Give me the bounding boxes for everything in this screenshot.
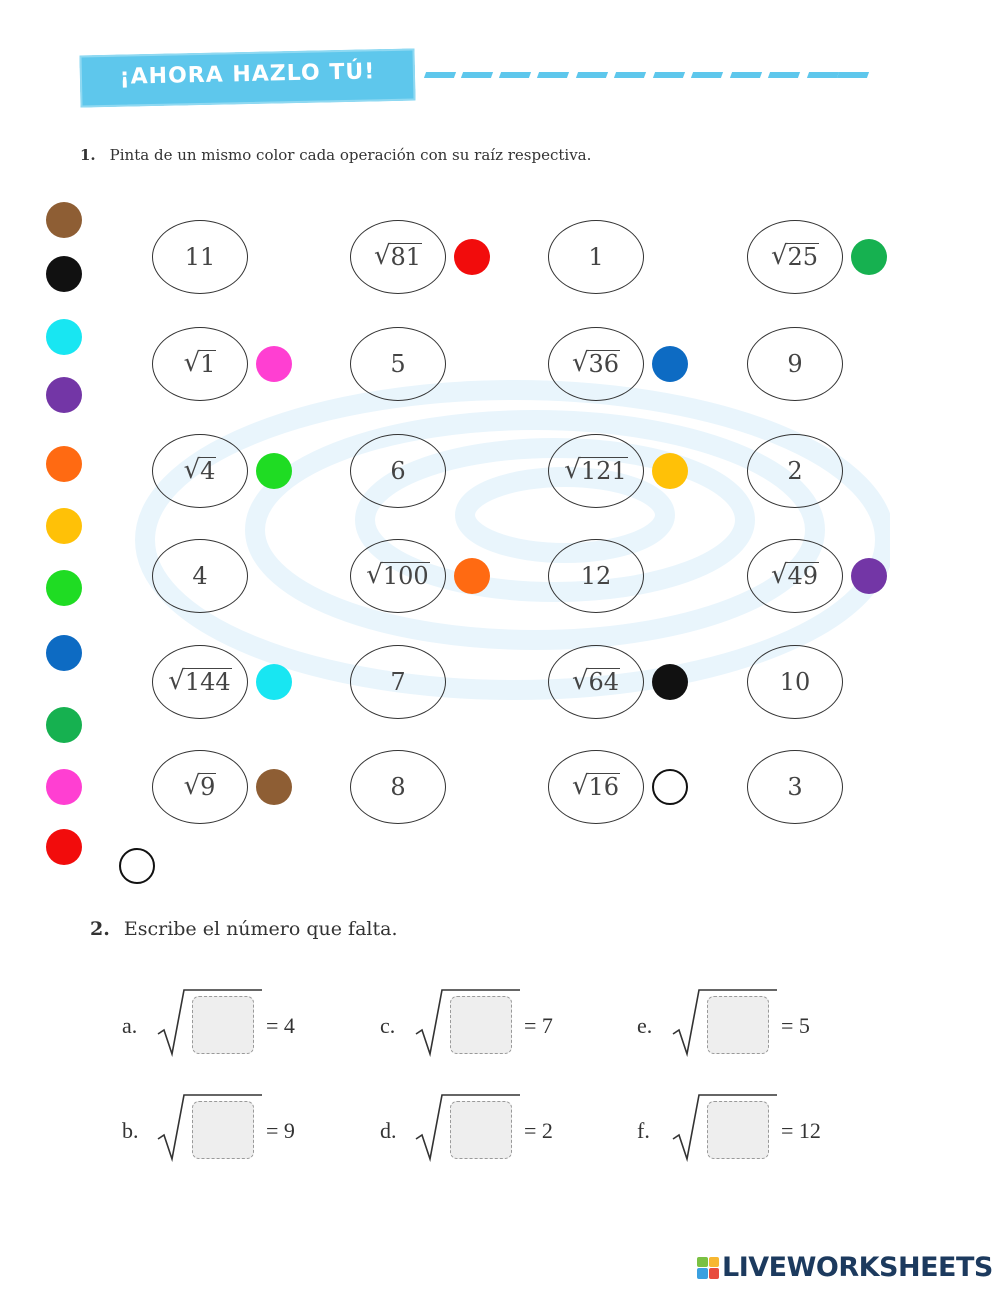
oval-number-9[interactable] bbox=[747, 327, 843, 401]
exercise-label: d. bbox=[380, 1118, 397, 1143]
radicand: 4 bbox=[200, 457, 216, 486]
number-value: 3 bbox=[787, 773, 803, 801]
number-value: 4 bbox=[192, 562, 208, 590]
color-marker-dot bbox=[256, 453, 292, 489]
oval-number-10[interactable] bbox=[747, 645, 843, 719]
exercise-result: = 5 bbox=[781, 1013, 810, 1038]
oval-root-4[interactable] bbox=[152, 434, 248, 508]
number-value: 8 bbox=[390, 773, 406, 801]
answer-input-box[interactable] bbox=[450, 996, 512, 1054]
answer-input-box[interactable] bbox=[707, 996, 769, 1054]
exercise-2-text: Escribe el número que falta. bbox=[123, 918, 398, 940]
radicand: 9 bbox=[200, 773, 216, 802]
answer-input-box[interactable] bbox=[192, 1101, 254, 1159]
root-exercise-d bbox=[378, 1093, 578, 1169]
sqrt-sign-icon: √ bbox=[183, 771, 201, 802]
palette-color-white[interactable] bbox=[119, 848, 155, 884]
sqrt-expression bbox=[184, 350, 217, 377]
oval-root-25[interactable] bbox=[747, 220, 843, 294]
oval-root-16[interactable] bbox=[548, 750, 644, 824]
palette-color-blue[interactable] bbox=[46, 635, 82, 671]
radicand: 121 bbox=[580, 457, 627, 486]
radicand: 49 bbox=[787, 562, 819, 591]
banner-dash bbox=[768, 72, 800, 78]
oval-number-7[interactable] bbox=[350, 645, 446, 719]
color-marker-dot bbox=[652, 769, 688, 805]
exercise-label: c. bbox=[380, 1013, 396, 1038]
color-marker-dot bbox=[256, 346, 292, 382]
exercise-2-instruction bbox=[90, 918, 398, 940]
banner-dash bbox=[691, 72, 723, 78]
palette-color-green[interactable] bbox=[46, 570, 82, 606]
section-banner bbox=[79, 48, 415, 107]
exercise-result: = 2 bbox=[524, 1118, 553, 1143]
sqrt-expression bbox=[564, 457, 627, 484]
oval-number-4[interactable] bbox=[152, 539, 248, 613]
answer-input-box[interactable] bbox=[707, 1101, 769, 1159]
banner-dash bbox=[461, 72, 493, 78]
exercise-result: = 4 bbox=[266, 1013, 295, 1038]
oval-number-1[interactable] bbox=[548, 220, 644, 294]
radicand: 64 bbox=[588, 668, 620, 697]
sqrt-sign-icon: √ bbox=[571, 771, 589, 802]
banner-dash bbox=[837, 72, 869, 78]
oval-root-49[interactable] bbox=[747, 539, 843, 613]
radicand: 81 bbox=[390, 243, 422, 272]
color-marker-dot bbox=[454, 558, 490, 594]
exercise-label: f. bbox=[637, 1118, 650, 1143]
color-marker-dot bbox=[454, 239, 490, 275]
color-marker-dot bbox=[652, 453, 688, 489]
oval-number-8[interactable] bbox=[350, 750, 446, 824]
oval-number-5[interactable] bbox=[350, 327, 446, 401]
liveworksheets-logo bbox=[697, 1252, 993, 1283]
banner-dash bbox=[807, 72, 839, 78]
color-marker-dot bbox=[652, 664, 688, 700]
palette-color-orange[interactable] bbox=[46, 446, 82, 482]
oval-number-6[interactable] bbox=[350, 434, 446, 508]
number-value: 11 bbox=[184, 243, 216, 271]
color-marker-dot bbox=[851, 239, 887, 275]
sqrt-expression bbox=[771, 243, 819, 270]
sqrt-sign-icon: √ bbox=[770, 241, 788, 272]
sqrt-expression bbox=[771, 562, 819, 589]
oval-root-1[interactable] bbox=[152, 327, 248, 401]
banner-dash bbox=[576, 72, 608, 78]
oval-root-64[interactable] bbox=[548, 645, 644, 719]
sqrt-sign-icon: √ bbox=[168, 666, 185, 697]
banner-dash bbox=[499, 72, 531, 78]
sqrt-expression bbox=[366, 562, 429, 589]
exercise-result: = 7 bbox=[524, 1013, 553, 1038]
root-exercise-b bbox=[120, 1093, 320, 1169]
oval-root-100[interactable] bbox=[350, 539, 446, 613]
root-exercise-e bbox=[635, 988, 835, 1064]
palette-color-cyan[interactable] bbox=[46, 319, 82, 355]
banner-dash bbox=[614, 72, 646, 78]
palette-color-dark-green[interactable] bbox=[46, 707, 82, 743]
oval-root-144[interactable] bbox=[152, 645, 248, 719]
sqrt-sign-icon: √ bbox=[571, 348, 589, 379]
color-marker-dot bbox=[652, 346, 688, 382]
banner-title: ¡AHORA HAZLO TÚ! bbox=[119, 59, 376, 90]
radicand: 36 bbox=[588, 350, 620, 379]
sqrt-sign-icon: √ bbox=[770, 560, 788, 591]
number-value: 10 bbox=[779, 668, 811, 696]
banner-dash bbox=[537, 72, 569, 78]
answer-input-box[interactable] bbox=[450, 1101, 512, 1159]
number-value: 1 bbox=[588, 243, 604, 271]
palette-color-yellow[interactable] bbox=[46, 508, 82, 544]
oval-number-11[interactable] bbox=[152, 220, 248, 294]
sqrt-sign-icon: √ bbox=[373, 241, 391, 272]
palette-color-pink[interactable] bbox=[46, 769, 82, 805]
exercise-1-text: Pinta de un mismo color cada operación con su raíz respectiva. bbox=[109, 146, 592, 164]
number-value: 2 bbox=[787, 457, 803, 485]
root-exercise-a bbox=[120, 988, 320, 1064]
oval-root-36[interactable] bbox=[548, 327, 644, 401]
sqrt-sign-icon: √ bbox=[564, 455, 581, 486]
exercise-label: e. bbox=[637, 1013, 653, 1038]
logo-text: LIVEWORKSHEETS bbox=[722, 1252, 993, 1283]
sqrt-sign-icon: √ bbox=[183, 455, 201, 486]
exercise-label: b. bbox=[122, 1118, 139, 1143]
sqrt-expression bbox=[374, 243, 422, 270]
sqrt-expression bbox=[572, 668, 620, 695]
sqrt-expression bbox=[168, 668, 231, 695]
radicand: 1 bbox=[200, 350, 216, 379]
sqrt-sign-icon: √ bbox=[366, 560, 383, 591]
oval-number-2[interactable] bbox=[747, 434, 843, 508]
sqrt-expression bbox=[184, 773, 217, 800]
exercise-result: = 12 bbox=[781, 1118, 821, 1143]
oval-number-3[interactable] bbox=[747, 750, 843, 824]
color-marker-dot bbox=[851, 558, 887, 594]
logo-icon bbox=[697, 1257, 719, 1279]
sqrt-expression bbox=[572, 350, 620, 377]
banner-dash bbox=[730, 72, 762, 78]
oval-number-12[interactable] bbox=[548, 539, 644, 613]
exercise-1-instruction bbox=[80, 146, 591, 164]
answer-input-box[interactable] bbox=[192, 996, 254, 1054]
sqrt-expression bbox=[184, 457, 217, 484]
oval-root-121[interactable] bbox=[548, 434, 644, 508]
radicand: 25 bbox=[787, 243, 819, 272]
oval-root-9[interactable] bbox=[152, 750, 248, 824]
sqrt-sign-icon: √ bbox=[183, 348, 201, 379]
radicand: 100 bbox=[382, 562, 429, 591]
number-value: 9 bbox=[787, 350, 803, 378]
palette-color-brown[interactable] bbox=[46, 202, 82, 238]
palette-color-black[interactable] bbox=[46, 256, 82, 292]
number-value: 5 bbox=[390, 350, 406, 378]
palette-color-red[interactable] bbox=[46, 829, 82, 865]
number-value: 6 bbox=[390, 457, 406, 485]
banner-dash bbox=[424, 72, 456, 78]
color-marker-dot bbox=[256, 664, 292, 700]
palette-color-purple[interactable] bbox=[46, 377, 82, 413]
number-value: 7 bbox=[390, 668, 406, 696]
exercise-result: = 9 bbox=[266, 1118, 295, 1143]
number-value: 12 bbox=[580, 562, 612, 590]
banner-dash bbox=[653, 72, 685, 78]
exercise-1-number: 1. bbox=[80, 146, 96, 164]
exercise-2-number: 2. bbox=[90, 918, 110, 940]
radicand: 16 bbox=[588, 773, 620, 802]
oval-root-81[interactable] bbox=[350, 220, 446, 294]
exercise-label: a. bbox=[122, 1013, 138, 1038]
color-marker-dot bbox=[256, 769, 292, 805]
sqrt-expression bbox=[572, 773, 620, 800]
root-exercise-c bbox=[378, 988, 578, 1064]
root-exercise-f bbox=[635, 1093, 835, 1169]
radicand: 144 bbox=[184, 668, 231, 697]
sqrt-sign-icon: √ bbox=[571, 666, 589, 697]
